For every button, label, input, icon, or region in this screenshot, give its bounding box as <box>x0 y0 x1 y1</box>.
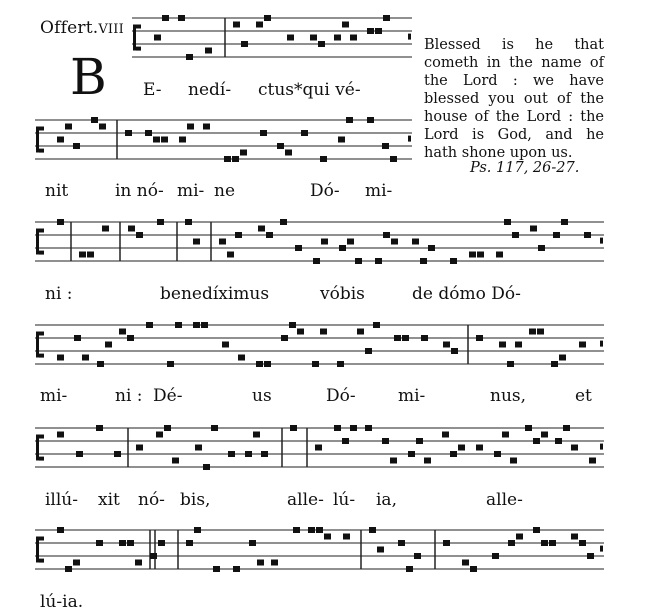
neume <box>470 566 477 572</box>
c-clef-icon <box>136 47 141 51</box>
neume <box>549 540 556 546</box>
neume <box>57 137 64 143</box>
neume <box>154 35 161 41</box>
neume <box>343 534 350 540</box>
neume <box>312 361 319 367</box>
custos-icon <box>600 546 603 552</box>
neume <box>258 226 265 232</box>
neume <box>533 438 540 444</box>
neume <box>157 219 164 225</box>
neume <box>285 150 292 156</box>
neume <box>421 335 428 341</box>
neume <box>76 451 83 457</box>
neume <box>232 156 239 162</box>
neume <box>195 445 202 451</box>
syllable: ni : <box>115 386 143 406</box>
syllable: nit <box>45 181 69 201</box>
c-clef-icon <box>133 25 136 51</box>
neume <box>57 432 64 438</box>
syllable: nedí- <box>188 80 232 100</box>
neume <box>99 124 106 130</box>
syllable: Dó- <box>310 181 340 201</box>
syllable: mi- <box>365 181 393 201</box>
c-clef-icon <box>39 559 44 563</box>
neume <box>334 425 341 431</box>
neume <box>428 245 435 251</box>
neume <box>203 464 210 470</box>
neume <box>145 130 152 136</box>
neume <box>158 540 165 546</box>
neume <box>233 22 240 28</box>
neume <box>146 322 153 328</box>
neume <box>172 458 179 464</box>
neume <box>136 445 143 451</box>
neume <box>525 425 532 431</box>
neume <box>308 527 315 533</box>
neume <box>508 540 515 546</box>
neume <box>589 458 596 464</box>
neume <box>320 329 327 335</box>
neume <box>450 451 457 457</box>
neume <box>443 540 450 546</box>
neume <box>310 35 317 41</box>
neume <box>222 342 229 348</box>
neume <box>135 560 142 566</box>
neume <box>105 342 112 348</box>
neume <box>96 425 103 431</box>
neume <box>102 226 109 232</box>
neume <box>205 48 212 54</box>
syllable: nó- <box>138 490 165 510</box>
neume <box>293 527 300 533</box>
neume <box>257 560 264 566</box>
neume <box>264 361 271 367</box>
neume <box>203 124 210 130</box>
neume <box>127 335 134 341</box>
neume <box>402 335 409 341</box>
neume <box>261 451 268 457</box>
neume <box>383 232 390 238</box>
syllable: de dómo Dó- <box>412 284 521 304</box>
syllable: mi- <box>398 386 426 406</box>
c-clef-icon <box>36 229 39 255</box>
neume <box>476 335 483 341</box>
neume <box>136 232 143 238</box>
neume <box>179 137 186 143</box>
neume <box>227 252 234 258</box>
neume <box>555 438 562 444</box>
neume <box>161 137 168 143</box>
neume <box>394 335 401 341</box>
neume <box>57 355 64 361</box>
neume <box>338 137 345 143</box>
neume <box>357 329 364 335</box>
c-clef-icon <box>39 435 44 439</box>
neume <box>65 566 72 572</box>
neume <box>313 258 320 264</box>
neume <box>476 445 483 451</box>
neume <box>390 458 397 464</box>
c-clef-icon <box>136 25 141 29</box>
neume <box>451 348 458 354</box>
neume <box>502 432 509 438</box>
neume <box>321 239 328 245</box>
neume <box>462 560 469 566</box>
neume <box>390 156 397 162</box>
neume <box>346 117 353 123</box>
neume <box>416 438 423 444</box>
neume <box>406 566 413 572</box>
syllable: alle- <box>287 490 324 510</box>
neume <box>260 130 267 136</box>
neume <box>496 252 503 258</box>
neume <box>316 527 323 533</box>
neume <box>442 432 449 438</box>
neume <box>367 117 374 123</box>
neume <box>538 245 545 251</box>
neume <box>194 527 201 533</box>
neume <box>510 458 517 464</box>
neume <box>563 425 570 431</box>
neume <box>342 22 349 28</box>
neume <box>515 342 522 348</box>
neume <box>382 143 389 149</box>
neume <box>114 451 121 457</box>
neume <box>271 560 278 566</box>
neume <box>162 15 169 21</box>
syllable: benedíximus <box>160 284 270 304</box>
syllable: Dé- <box>153 386 183 406</box>
neume <box>256 361 263 367</box>
neume <box>150 553 157 559</box>
syllable: lú- <box>333 490 356 510</box>
neume <box>320 156 327 162</box>
neume <box>73 143 80 149</box>
neume <box>74 335 81 341</box>
neume <box>342 438 349 444</box>
syllable: us <box>252 386 272 406</box>
c-clef-icon <box>39 149 44 153</box>
syllable: et <box>575 386 592 406</box>
syllable: E- <box>143 80 162 100</box>
neume <box>57 219 64 225</box>
neume <box>375 258 382 264</box>
neume <box>398 540 405 546</box>
neume <box>167 361 174 367</box>
neume <box>178 15 185 21</box>
neume <box>529 329 536 335</box>
neume <box>414 553 421 559</box>
neume <box>350 35 357 41</box>
neume <box>233 566 240 572</box>
syllable: bis, <box>180 490 211 510</box>
drop-cap-initial: B <box>70 48 107 106</box>
neume <box>175 322 182 328</box>
syllable: ne <box>214 181 236 201</box>
neume <box>289 322 296 328</box>
c-clef-icon <box>39 332 44 336</box>
neume <box>516 534 523 540</box>
neume <box>245 451 252 457</box>
syllable: lú-ia. <box>40 592 84 612</box>
neume <box>96 540 103 546</box>
neume <box>128 226 135 232</box>
neume <box>82 355 89 361</box>
mode-label: VIII <box>98 22 124 37</box>
neume <box>339 245 346 251</box>
translation-text: Blessed is he that cometh in the name of the Lord : we have blessed you out of the house of the Lord : the Lord is God, and he hath shone upon us. <box>424 37 604 161</box>
neume <box>551 361 558 367</box>
syllable: illú- <box>45 490 79 510</box>
neume <box>541 540 548 546</box>
neume <box>587 553 594 559</box>
neume <box>504 219 511 225</box>
neume <box>347 239 354 245</box>
neume <box>337 361 344 367</box>
neume <box>412 239 419 245</box>
neume <box>256 22 263 28</box>
neume <box>119 329 126 335</box>
neume <box>571 534 578 540</box>
neume <box>211 425 218 431</box>
neume <box>164 425 171 431</box>
syllable: ni : <box>45 284 73 304</box>
neume <box>186 54 193 60</box>
neume <box>579 540 586 546</box>
neume <box>315 445 322 451</box>
neume <box>187 124 194 130</box>
neume <box>87 252 94 258</box>
neume <box>579 342 586 348</box>
neume <box>240 150 247 156</box>
syllable: Dó- <box>326 386 356 406</box>
neume <box>424 458 431 464</box>
neume <box>73 560 80 566</box>
neume <box>153 137 160 143</box>
c-clef-icon <box>36 537 39 563</box>
syllable: mi- <box>40 386 68 406</box>
neume <box>375 28 382 34</box>
neume <box>193 239 200 245</box>
neume <box>541 432 548 438</box>
neume <box>228 451 235 457</box>
neume <box>512 232 519 238</box>
neume <box>241 41 248 47</box>
neume <box>443 342 450 348</box>
custos-icon <box>408 136 411 142</box>
neume <box>295 245 302 251</box>
syllable: xit <box>98 490 120 510</box>
neume <box>383 15 390 21</box>
neume <box>355 258 362 264</box>
neume <box>350 425 357 431</box>
c-clef-icon <box>36 435 39 461</box>
neume <box>119 540 126 546</box>
neume <box>499 342 506 348</box>
neume <box>193 322 200 328</box>
neume <box>264 15 271 21</box>
neume <box>420 258 427 264</box>
neume <box>57 527 64 533</box>
neume <box>391 239 398 245</box>
c-clef-icon <box>39 127 44 131</box>
syllable: ctus*qui vé- <box>258 80 361 100</box>
neume <box>533 527 540 533</box>
neume <box>492 553 499 559</box>
neume <box>553 232 560 238</box>
neume <box>408 451 415 457</box>
syllable: alle- <box>486 490 523 510</box>
neume <box>65 124 72 130</box>
c-clef-icon <box>36 332 39 358</box>
syllable: mi- <box>177 181 205 201</box>
custos-icon <box>408 34 411 40</box>
neume <box>561 219 568 225</box>
c-clef-icon <box>39 354 44 358</box>
neume <box>469 252 476 258</box>
neume <box>373 322 380 328</box>
syllable: ia, <box>376 490 397 510</box>
neume <box>219 239 226 245</box>
neume <box>79 252 86 258</box>
neume <box>156 432 163 438</box>
c-clef-icon <box>39 537 44 541</box>
c-clef-icon <box>39 229 44 233</box>
neume <box>494 451 501 457</box>
syllable: in nó- <box>115 181 164 201</box>
custos-icon <box>600 341 603 347</box>
neume <box>450 258 457 264</box>
c-clef-icon <box>39 251 44 255</box>
neume <box>571 445 578 451</box>
neume <box>367 28 374 34</box>
syllable: vóbis <box>320 284 365 304</box>
custos-icon <box>600 444 603 450</box>
neume <box>224 156 231 162</box>
neume <box>377 547 384 553</box>
neume <box>301 130 308 136</box>
neume <box>365 348 372 354</box>
neume <box>530 226 537 232</box>
neume <box>287 35 294 41</box>
neume <box>249 540 256 546</box>
neume <box>238 355 245 361</box>
neume <box>213 566 220 572</box>
neume <box>477 252 484 258</box>
psalm-citation: Ps. 117, 26-27. <box>470 160 580 176</box>
neume <box>125 130 132 136</box>
neume <box>324 534 331 540</box>
syllable: nus, <box>490 386 527 406</box>
custos-icon <box>600 238 603 244</box>
neume <box>281 335 288 341</box>
c-clef-icon <box>39 457 44 461</box>
neume <box>318 41 325 47</box>
neume <box>297 329 304 335</box>
neume <box>507 361 514 367</box>
neume <box>253 432 260 438</box>
neume <box>290 425 297 431</box>
c-clef-icon <box>36 127 39 153</box>
neume <box>584 232 591 238</box>
neume <box>127 540 134 546</box>
neume <box>369 527 376 533</box>
neume <box>537 329 544 335</box>
neume <box>382 438 389 444</box>
neume <box>97 361 104 367</box>
neume <box>559 355 566 361</box>
neume <box>458 445 465 451</box>
neume <box>266 232 273 238</box>
office-label: Offert.VIII <box>40 18 124 38</box>
neume <box>185 219 192 225</box>
neume <box>235 232 242 238</box>
neume <box>280 219 287 225</box>
neume <box>277 143 284 149</box>
neume <box>334 35 341 41</box>
neume <box>365 425 372 431</box>
neume <box>201 322 208 328</box>
neume <box>186 540 193 546</box>
neume <box>91 117 98 123</box>
